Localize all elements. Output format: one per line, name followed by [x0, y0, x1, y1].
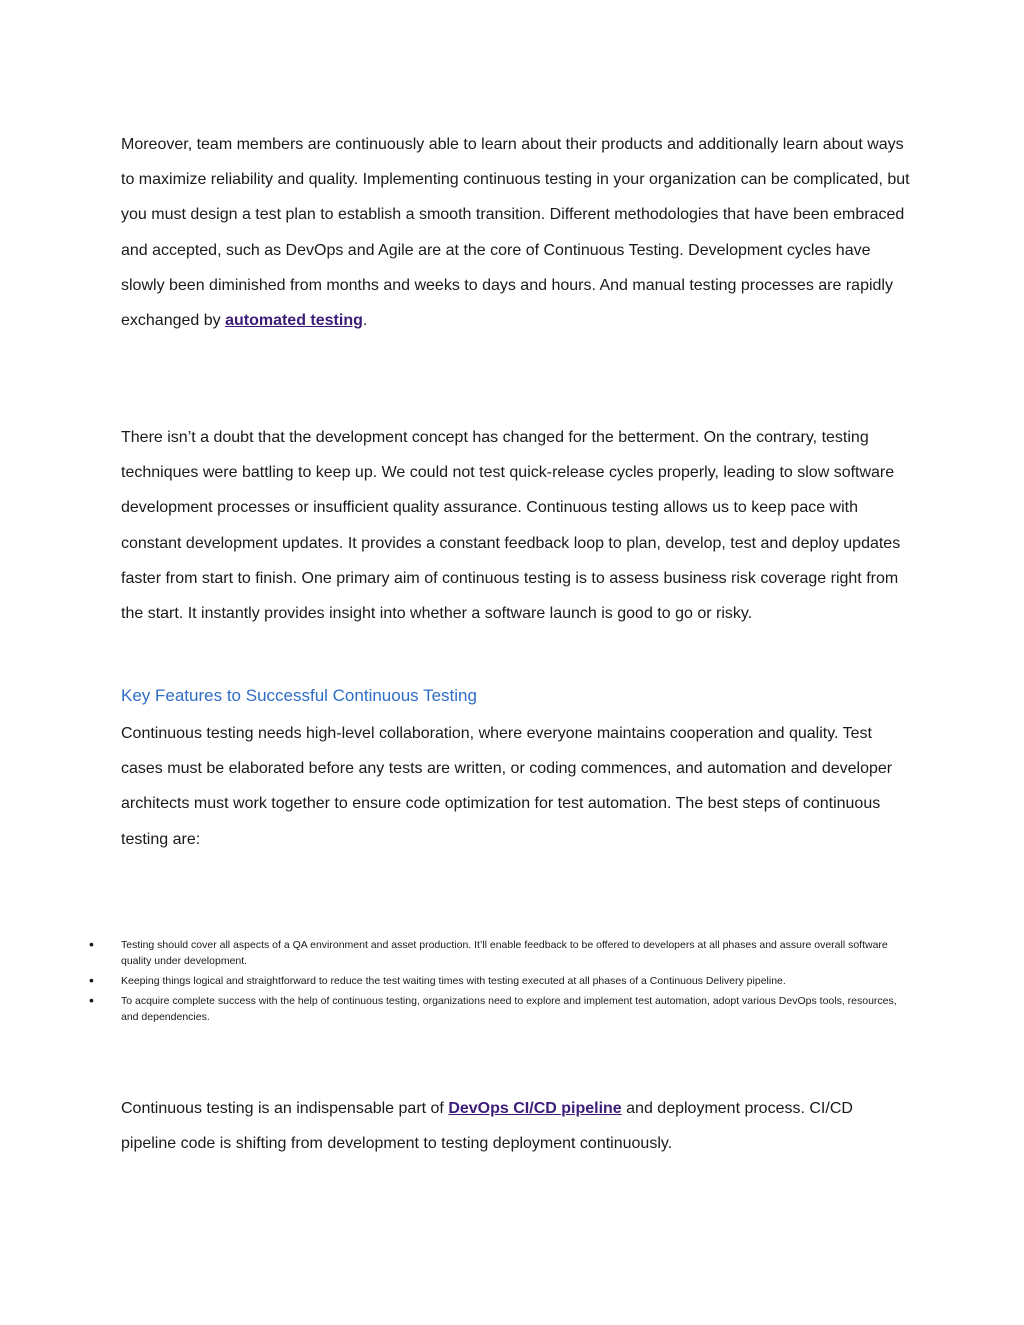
- best-steps-list: [0, 937, 1024, 1029]
- bullet-icon: •: [89, 972, 94, 988]
- list-item: [0, 937, 911, 969]
- list-item-text: To acquire complete success with the help of continuous testing, organizations need to explore and implement test automation, adopt various DevOps tools, resources, and dependencies.: [121, 995, 897, 1023]
- list-item-text: Keeping things logical and straightforward to reduce the test waiting times with testing executed at all phases of a Continuous Delivery pipeline.: [121, 975, 786, 987]
- bullet-icon: •: [89, 992, 94, 1008]
- devops-cicd-pipeline-link[interactable]: DevOps CI/CD pipeline: [448, 1100, 622, 1117]
- paragraph-end: .: [362, 312, 368, 330]
- paragraph-cicd: [121, 1091, 911, 1161]
- section-heading: Key Features to Successful Continuous Testing: [121, 686, 477, 705]
- paragraph-collaboration: Continuous testing needs high-level collaboration, where everyone maintains cooperation and quality. Test cases must be elaborated before any tests are written, or coding commences, and automation and developer architects must work together to ensure code optimization for test automation. The best steps of continuous testing are:: [121, 725, 893, 848]
- list-item: [0, 973, 911, 989]
- paragraph-development-concept: There isn’t a doubt that the development concept has changed for the betterment. On the contrary, testing techniques were battling to keep up. We could not test quick-release cycles properly, leading to slow software development processes or insufficient quality assurance. Continuous testing allows us to keep pace with constant development updates. It provides a constant feedback loop to plan, develop, test and deploy updates faster from start to finish. One primary aim of continuous testing is to assess business risk coverage right from the start. It instantly provides insight into whether a software launch is good to go or risky.: [121, 429, 901, 623]
- bullet-icon: •: [89, 936, 94, 952]
- list-item: [0, 993, 911, 1025]
- list-item-text: Testing should cover all aspects of a QA environment and asset production. It’ll enable feedback to be offered to developers at all phases and assure overall software quality under development.: [121, 939, 888, 967]
- automated-testing-link[interactable]: automated testing: [225, 312, 363, 330]
- paragraph-text-end: and deployment process. CI/CD pipeline code is shifting from development to testing deployment continuously.: [121, 1100, 853, 1153]
- paragraph-text: Continuous testing is an indispensable part of: [121, 1100, 449, 1117]
- paragraph-text: Moreover, team members are continuously able to learn about their products and additionally learn about ways to maximize reliability and quality. Implementing continuous testing in your organization can be complicated, but you must design a test plan to establish a smooth transition. Different methodologies that have been embraced and accepted, such as DevOps and Agile are at the core of Continuous Testing. Development cycles have slowly been diminished from months and weeks to days and hours. And manual testing processes are rapidly exchanged by: [121, 136, 910, 330]
- paragraph-continuous-learning: [121, 127, 911, 338]
